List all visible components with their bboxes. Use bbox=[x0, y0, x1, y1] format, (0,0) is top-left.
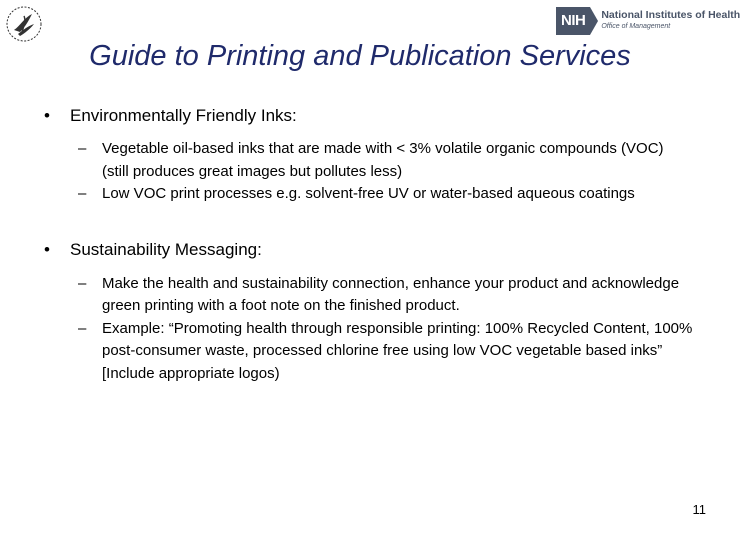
sub-bullet-item bbox=[78, 273, 694, 318]
sub-bullet-text: Low VOC print processes e.g. solvent-free UV or water-based aqueous coatings bbox=[102, 185, 635, 202]
bullet-icon: • bbox=[44, 239, 50, 259]
bullet-item bbox=[44, 104, 694, 128]
bullet-text: Environmentally Friendly Inks: bbox=[70, 106, 297, 125]
nih-logo bbox=[556, 6, 740, 36]
dash-icon: – bbox=[78, 319, 87, 337]
sub-bullet-text: Vegetable oil-based inks that are made with < 3% volatile organic compounds (VOC) (still produces great images but pollutes less) bbox=[102, 140, 664, 180]
sub-bullet-text: Example: “Promoting health through responsible printing: 100% Recycled Content, 100% post-consumer waste, processed chlorine free using low VOC vegetable based inks” [Include appropriate logos) bbox=[102, 319, 693, 382]
dash-icon: – bbox=[78, 274, 87, 292]
sub-bullet-item bbox=[78, 138, 694, 183]
slide-content bbox=[44, 104, 694, 385]
bullet-icon: • bbox=[44, 106, 50, 125]
sub-bullet-text: Make the health and sustainability connection, enhance your product and acknowledge green printing with a foot note on the finished product. bbox=[102, 274, 680, 314]
dash-icon: – bbox=[78, 140, 87, 157]
sub-bullet-item bbox=[78, 183, 694, 206]
bullet-item bbox=[44, 238, 694, 262]
dash-icon: – bbox=[78, 185, 87, 202]
nih-arrow-icon bbox=[590, 7, 598, 35]
bullet-text: Sustainability Messaging: bbox=[70, 239, 262, 259]
nih-office: Office of Management bbox=[601, 23, 671, 30]
sub-bullet-item bbox=[78, 318, 694, 386]
nih-logo-box: NIH bbox=[556, 7, 590, 35]
nih-name: National Institutes of Health bbox=[601, 9, 740, 21]
page-number: 11 bbox=[692, 502, 706, 517]
slide-title: Guide to Printing and Publication Services bbox=[89, 40, 631, 72]
